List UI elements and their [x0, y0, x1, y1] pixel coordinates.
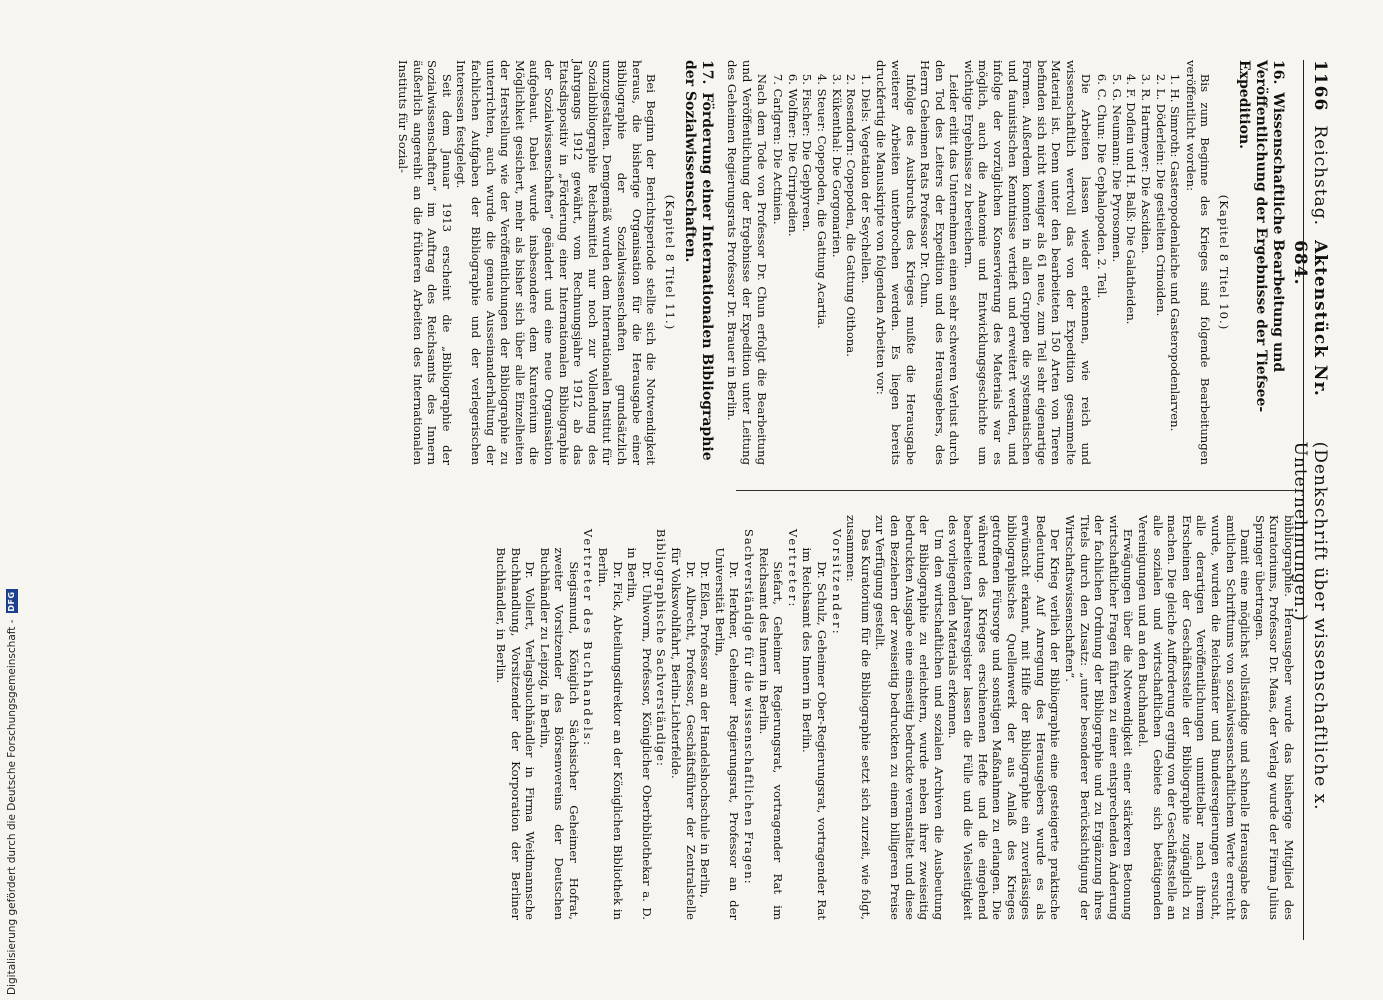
heading-buchhandel: Vertreter des Buchhandels: [581, 528, 596, 748]
section-16-chapter: (Kapitel 8 Titel 10.) [1217, 194, 1231, 331]
member-vorsitzender: Dr. Schulz, Geheimer Ober-Regierungsrat, vortragender Rat im Reichsamt des Innern in Berlin. [800, 547, 829, 920]
header-right: (Denkschrift über wissenschaftliche x. Unternehmungen.) [1290, 441, 1330, 811]
right-column [116, 515, 1296, 920]
right-paragraph-6: Das Kuratorium für die Bibliographie setzt sich zurzeit, wie folgt, zusammen: [844, 515, 873, 920]
header-center: Aktenstück Nr. 684. [1290, 240, 1330, 397]
member-biblio: Dr. Fick, Abteilungsdirektor an der Königlichen Bibliothek in Berlin. [596, 547, 625, 920]
section-17-title: Förderung einer Internationalen Bibliographie der Sozialwissenschaften. [681, 60, 715, 461]
list-item: 3. Kükenthal: Die Gorgonarien. [829, 73, 844, 258]
running-header [1290, 60, 1330, 940]
heading-vorsitzender: Vorsitzender: [829, 528, 844, 636]
list-item: 3. R. Hartmeyer: Die Ascidien. [1139, 73, 1154, 254]
heading-vertreter: Vertreter: [785, 528, 800, 609]
section-16-number: 16. [1270, 60, 1286, 85]
section-16-heading [1235, 60, 1286, 465]
member-biblio: Dr. Uhlworm, Professor, Königlicher Oberbibliothekar a. D. in Berlin, [625, 547, 654, 920]
member-buch: Dr. Vollert, Verlagsbuchhändler in Firma Weidmannsche Buchhandlung, Vorsitzender der Korporation der Berliner Buchhändler, in Berlin. [493, 547, 538, 920]
rotated-page [100, 60, 1330, 940]
list-item: 4. Steuer: Copepoden, die Gattung Acartia. [814, 73, 829, 329]
left-column [116, 60, 1296, 465]
section-16-list-1 [1095, 60, 1183, 465]
section-16-title: Wissenschaftliche Bearbeitung und Veröffentlichung der Ergebnisse der Tiefsee-Expedition. [1236, 60, 1286, 413]
section-17-chapter: (Kapitel 8 Titel 11.) [662, 194, 677, 331]
list-item: 1. H. Simroth: Gasteropodenlaiche und Gasteropodenlarven. [1168, 73, 1183, 432]
member-buch: Siegismund, Königlich Sächsischer Geheimer Hofrat, zweiter Vorsitzender des Börsenvereins der Deutschen Buchhändler zu Leipzig, in Berlin, [537, 547, 581, 920]
list-item: 2. L. Döderlein: Die gestielten Crinoiden. [1153, 73, 1168, 317]
section-17-number: 17. [698, 60, 715, 85]
section-16-paragraph-1: Bis zum Beginne des Krieges sind folgende Bearbeitungen veröffentlicht worden: [1183, 60, 1213, 465]
header-rule [1303, 60, 1304, 940]
digitization-footer [6, 589, 18, 995]
list-item: 5. Fischer: Die Gephyreen. [800, 73, 815, 232]
heading-bibliographische: Bibliographische Sachverständige: [654, 528, 669, 767]
list-item: 7. Carlgren: Die Actinien. [771, 73, 786, 225]
right-paragraph-5: Um den wirtschaftlichen und sozialen Archiven die Ausbeutung der Bibliographie zu erleichtern, wurde neben ihrer zweiseitig bedruckten Ausgabe eine einseitig bedruckte veranstaltet und diese den Beziehern der zweiseitig bedruckten zu einem billigeren Preise zur Verfügung gestellt. [873, 515, 946, 920]
list-item: 6. Wolfner: Die Cirripedien. [785, 73, 800, 237]
section-17-paragraph-2: Seit dem Januar 1913 erscheint die „Bibliographie der Sozialwissenschaften“ im Auftrag des Reichsamts des Innern äußerlich angereiht an die früheren Arbeiten des Internationalen Instituts für Sozial- [396, 60, 454, 465]
right-paragraph-2: Damit eine möglichst vollständige und schnelle Herausgabe des amtlichen Schrifttums von sozialwissenschaftlichem Werte erreicht wurde, wurden die Reichsämter und Bundesregierungen ersucht, alle derartigen Veröffentlichungen unmittelbar nach ihrem Erscheinen der Geschäftsstelle der Bibliographie zugänglich zu machen. Die gleiche Aufforderung erging von der Geschäftsstelle an alle sozialen und wirtschaftlichen Gebiete sich betätigenden Vereinigungen und an den Buchhandel. [1136, 515, 1253, 920]
page-number: 1166 [1310, 60, 1330, 112]
right-paragraph-1: bibliographie. Herausgeber wurde das bisherige Mitglied des Kuratoriums, Professor Dr. Maas, der Verlag wurde der Firma Julius Springer übertragen. [1252, 515, 1296, 920]
section-16-list-2 [771, 60, 873, 465]
list-item: 1. Diels: Vegetation der Seychellen. [858, 73, 873, 284]
heading-sachverstaendige: Sachverständige für die wissenschaftlichen Fragen: [742, 528, 757, 885]
footer-text: Digitalisierung gefördert durch die Deutsche Forschungsgemeinschaft - [6, 619, 18, 995]
right-paragraph-4: Der Krieg verlieh der Bibliographie eine gesteigerte praktische Bedeutung. Auf Anregung des Herausgebers wurde es als erwünscht erkannt, mit Hilfe der Bibliographie ein zuverlässiges bibliographisches Quellenwerk der aus Anlaß des Krieges getroffenen Fürsorge und sonstigen Maßnahmen zu erlangen. Die während des Krieges erschienenen Hefte und die eingehend bearbeiteten Jahresregister lassen die Fülle und die Vielseitigkeit des vorliegenden Materials erkennen. [946, 515, 1063, 920]
list-item: 2. Rosendorn: Copepoden, die Gattung Oithona. [844, 73, 859, 357]
section-16-paragraph-4: Infolge des Ausbruchs des Krieges mußte die Herausgabe weiterer Arbeiten unterbrochen werden. Es liegen bereits druckfertig die Manuskripte von folgenden Arbeiten vor: [874, 60, 918, 465]
list-item: 4. F. Doflein und H. Balß: Die Galatheiden. [1124, 73, 1139, 325]
section-16-paragraph-2: Die Arbeiten lassen wieder erkennen, wie reich und wissenschaftlich wertvoll das von der Expedition gesammelte Material ist. Denn unter den bearbeiteten 150 Arten von Tieren befinden sich nicht weniger als 61 neue, zum Teil sehr eigenartige Formen. Außerdem konnten in allen Gruppen die systematischen und faunistischen Kenntnisse vertieft und erweitert werden, und infolge der vorzüglichen Konservierung des Materials war es möglich, auch die Anatomie und Entwicklungsgeschichte um wichtige Ergebnisse zu bereichern. [961, 60, 1093, 465]
dfg-logo-icon: DFG [7, 591, 16, 612]
header-left: Reichstag. [1310, 125, 1330, 227]
list-item: 5. G. Neumann: Die Pyrosomen. [1109, 73, 1124, 263]
section-17-heading [681, 60, 715, 465]
right-paragraph-3: Erwägungen über die Notwendigkeit einer stärkeren Betonung wirtschaftlicher Fragen führten zu einer entsprechenden Änderung der fachlichen Ordnung der Bibliographie und zu Ergänzung ihres Titels durch den Zusatz: „unter besonderer Berücksichtigung der Wirtschaftswissenschaften“. [1063, 515, 1136, 920]
member-sach: Dr. Eßlen, Professor an der Handelshochschule in Berlin, [698, 561, 713, 898]
column-divider [736, 490, 1296, 491]
list-item: 6. C. Chun: Die Cephalopoden. 2. Teil. [1095, 73, 1110, 299]
section-16-paragraph-5: Nach dem Tode von Professor Dr. Chun erfolgt die Bearbeitung und Veröffentlichung der Ergebnisse der Expedition unter Leitung des Geheimen Regierungsrats Professor Dr. Brauer in Berlin. [725, 60, 769, 465]
member-vertreter: Siefart, Geheimer Regierungsrat, vortragender Rat im Reichsamt des Innern in Berlin. [756, 547, 786, 920]
section-17-paragraph-1: Bei Beginn der Berichtsperiode stellte sich die Notwendigkeit heraus, die bisherige Organisation für die Herausgabe einer Bibliographie der Sozialwissenschaften grundsätzlich umzugestalten. Demgemäß wurden dem Internationalen Institut für Sozialbibliographie Reichsmittel nur noch zur Vollendung des Jahrgangs 1912 gewährt, vom Rechnungsjahre 1912 ab das Etatsdispositiv in „Förderung einer Internationalen Bibliographie der Sozialwissenschaften“ geändert und eine neue Organisation aufgebaut. Dabei wurde insbesondere dem Kuratorium die Möglichkeit gesichert, mehr als bisher sich über alle Einzelheiten der Herstellung wie der Veröffentlichungen der Bibliographie zu unterrichten, auch wurde die genaue Ausseinanderhaltung der fachlichen Aufgaben der Bibliographie und der verlegerischen Interessen festgelegt. [454, 60, 659, 465]
member-sach: Dr. Herkner, Geheimer Regierungsrat, Professor an der Universität Berlin, [712, 547, 742, 920]
section-16-paragraph-3: Leider erlitt das Unternehmen einen sehr schweren Verlust durch den Tod des Leiters der Expedition und des Herausgebers, des Herrn Geheimen Rats Professor Dr. Chun. [918, 60, 962, 465]
member-sach: Dr. Albrecht, Professor, Geschäftsführer der Zentralstelle für Volkswohlfahrt, Berlin-Lichterfelde. [669, 547, 698, 920]
